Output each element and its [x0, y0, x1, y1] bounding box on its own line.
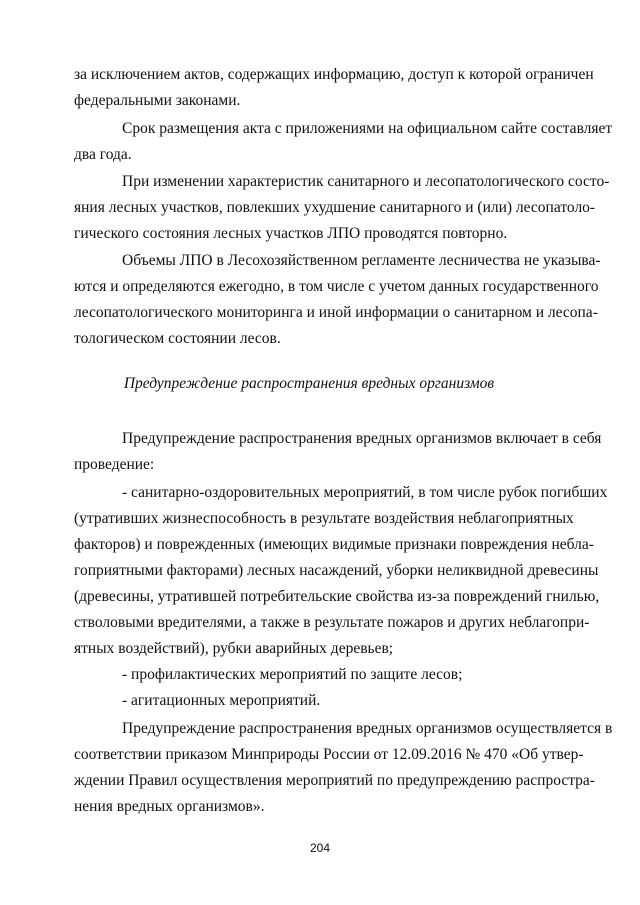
- text-line: тологическом состоянии лесов.: [74, 330, 281, 347]
- text-line: Предупреждение распространения вредных организмов включает в себя: [122, 430, 602, 447]
- text-line: гического состояния лесных участков ЛПО проводятся повторно.: [74, 225, 508, 242]
- text-line: Срок размещения акта с приложениями на официальном сайте составляет: [122, 120, 613, 137]
- text-line: (утративших жизнеспособность в результате воздействия неблагоприятных: [74, 510, 574, 527]
- text-line: Предупреждение распространения вредных организмов осуществляется в: [122, 720, 613, 737]
- text-line: два года.: [74, 146, 132, 163]
- text-line: соответствии приказом Минприроды России от 12.09.2016 № 470 «Об утвер-: [74, 746, 584, 763]
- text-line: гоприятными факторами) лесных насаждений, уборки неликвидной древесины: [74, 562, 599, 579]
- text-line: При изменении характеристик санитарного и лесопатологического состо-: [122, 173, 610, 190]
- section-heading: Предупреждение распространения вредных организмов: [123, 375, 495, 392]
- text-line: факторов) и поврежденных (имеющих видимые признаки повреждения небла-: [74, 536, 594, 553]
- text-line: федеральными законами.: [74, 92, 241, 109]
- text-line: за исключением актов, содержащих информацию, доступ к которой ограничен: [74, 66, 594, 83]
- text-line: ятных воздействий), рубки аварийных деревьев;: [74, 640, 394, 657]
- text-line: лесопатологического мониторинга и иной информации о санитарном и лесопа-: [74, 304, 598, 321]
- text-line: проведение:: [74, 456, 155, 473]
- text-line: - агитационных мероприятий.: [122, 692, 321, 709]
- text-line: Объемы ЛПО в Лесохозяйственном регламенте лесничества не указыва-: [122, 252, 601, 269]
- text-line: стволовыми вредителями, а также в результате пожаров и других неблагопри-: [74, 614, 590, 631]
- text-line: ются и определяются ежегодно, в том числе с учетом данных государственного: [74, 278, 599, 295]
- text-line: - профилактических мероприятий по защите лесов;: [122, 666, 463, 683]
- text-line: яния лесных участков, повлекших ухудшение санитарного и (или) лесопатоло-: [74, 199, 596, 216]
- text-line: (древесины, утратившей потребительские свойства из-за повреждений гнилью,: [74, 588, 600, 605]
- page-number: 204: [309, 841, 331, 855]
- text-line: - санитарно-оздоровительных мероприятий, в том числе рубок погибших: [122, 484, 608, 501]
- text-line: ждении Правил осуществления мероприятий по предупреждению распростра-: [74, 772, 595, 789]
- text-line: нения вредных организмов».: [74, 798, 265, 815]
